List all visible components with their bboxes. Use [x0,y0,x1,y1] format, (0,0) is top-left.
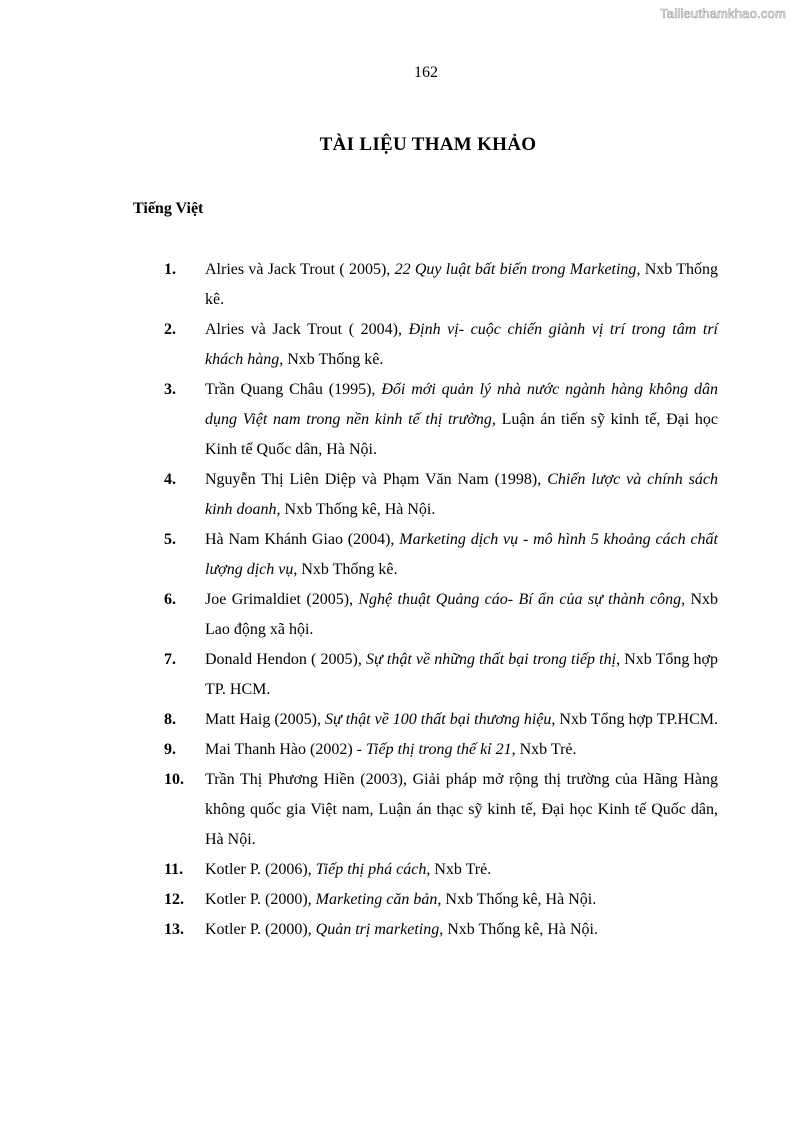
ref-number: 6. [164,591,176,608]
list-item [164,735,718,765]
ref-title: Marketing dịch vụ - mô hình 5 khoảng cách chất lượng dịch vụ [205,531,719,578]
ref-text: , Nxb Thống kê. [279,351,384,368]
watermark-text: Tailieuthamkhao.com [660,6,786,21]
list-item [164,765,718,855]
ref-text: , Nxb Lao động xã hội. [205,591,718,638]
ref-title: Nghệ thuật Quảng cáo- Bí ẩn của sự thành công [358,591,682,608]
ref-text: , Nxb Tổng hợp TP.HCM. [551,711,718,728]
ref-title: Tiếp thị phá cách [315,861,427,878]
list-item [164,525,718,585]
ref-text: , Nxb Tổng hợp TP. HCM. [205,651,719,698]
ref-text: , Nxb Thống kê, Hà Nội. [439,921,598,938]
ref-title: Quản trị marketing [315,921,440,938]
ref-number: 10. [164,771,184,788]
ref-text: , Nxb Thống kê. [205,261,719,308]
list-item [164,705,718,735]
ref-text: Nguyễn Thị Liên Diệp và Phạm Văn Nam (1998), [205,471,548,488]
ref-text: , Nxb Trẻ. [426,861,492,878]
page-title: TÀI LIỆU THAM KHẢO [319,134,537,155]
ref-number: 12. [164,891,184,908]
ref-text: Kotler P. (2006), [205,861,316,878]
list-item [164,885,718,915]
ref-text: , Nxb Trẻ. [511,741,577,758]
ref-title: 22 Quy luật bất biến trong Marketing [394,261,637,278]
ref-number: 9. [164,741,176,758]
ref-text: Trần Thị Phương Hiền (2003), Giải pháp mở rộng thị trường của Hãng Hàng không quốc gia Việt nam, Luận án thạc sỹ kinh tế, Đại học Kinh tế Quốc dân, Hà Nội. [205,771,718,848]
ref-text: Alries và Jack Trout ( 2004), [205,321,409,338]
list-item [164,585,718,645]
ref-number: 5. [164,531,176,548]
ref-text: Matt Haig (2005), [205,711,325,728]
ref-text: Alries và Jack Trout ( 2005), [205,261,395,278]
ref-title: Sự thật về 100 thất bại thương hiệu [324,711,552,728]
ref-number: 13. [164,921,184,938]
ref-text: Luận án tiến sỹ kinh tế, Đại học Kinh tế Quốc dân, Hà Nội. [205,411,718,458]
list-item [164,255,718,315]
ref-title: Đổi mới quản lý nhà nước ngành hàng không dân dụng Việt nam trong nền kinh tế thị trường, [205,381,718,428]
ref-number: 2. [164,321,176,338]
ref-text: Donald Hendon ( 2005), [205,651,367,668]
ref-number: 4. [164,471,176,488]
ref-title: Chiến lược và chính sách kinh doanh, [205,471,718,518]
list-item [164,465,718,525]
ref-title: Marketing căn bản, [315,891,442,908]
ref-text: Trần Quang Châu (1995), [205,381,382,398]
ref-text: , Nxb Thống kê. [293,561,398,578]
list-item [164,375,718,465]
ref-text: Hà Nam Khánh Giao (2004), [205,531,400,548]
ref-text: Nxb Thống kê, Hà Nội. [280,501,436,518]
ref-title: Định vị- cuộc chiến giành vị trí trong tâm trí khách hàng [205,321,719,368]
ref-title: Tiếp thị trong thế kỉ 21 [366,741,512,758]
ref-number: 3. [164,381,176,398]
list-item [164,645,718,705]
ref-text: Joe Grimaldiet (2005), [205,591,359,608]
ref-title: Sự thật về những thất bại trong tiếp thị [366,651,617,668]
reference-list [164,255,718,945]
ref-text: Mai Thanh Hào (2002) - [205,741,366,758]
page-number: 162 [414,64,438,81]
ref-text: Nxb Thống kê, Hà Nội. [441,891,597,908]
list-item [164,855,718,885]
ref-text: Kotler P. (2000), [205,891,316,908]
ref-number: 7. [164,651,176,668]
list-item [164,915,718,945]
ref-number: 1. [164,261,176,278]
section-heading: Tiếng Việt [133,200,204,217]
ref-text: Kotler P. (2000), [205,921,316,938]
ref-number: 11. [164,861,184,878]
ref-number: 8. [164,711,176,728]
list-item [164,315,718,375]
